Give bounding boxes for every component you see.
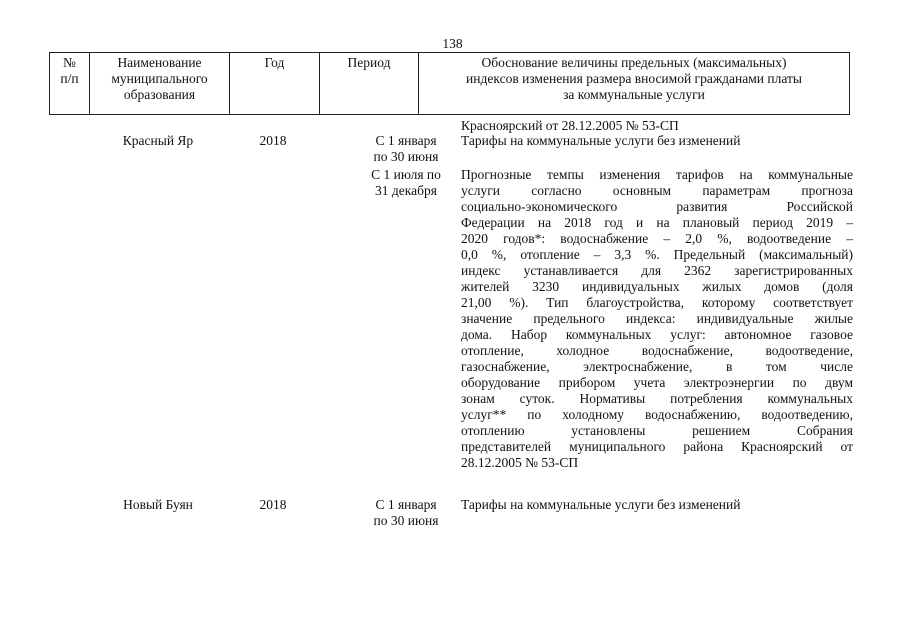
paragraph-line: 2020 годов*: водоснабжение – 2,0 %, водоотведение – <box>461 231 853 246</box>
paragraph-line: значение предельного индекса: индивидуальные жилые <box>461 311 853 326</box>
paragraph-line: 21,00 %). Тип благоустройства, которому соответствует <box>461 295 853 310</box>
row-municipality: Красный Яр <box>122 133 194 148</box>
row-period: С 1 января по 30 июня <box>373 133 439 164</box>
row-basis-paragraph <box>461 167 853 471</box>
row-year: 2018 <box>259 133 287 148</box>
paragraph-line: газоснабжение, электроснабжение, в том числе <box>461 359 853 374</box>
paragraph-line: дома. Набор коммунальных услуг: автономное газовое <box>461 327 853 342</box>
paragraph-line: отопление, холодное водоснабжение, водоотведение, <box>461 343 853 358</box>
row-basis: Тарифы на коммунальные услуги без изменений <box>461 133 741 148</box>
row-municipality: Новый Буян <box>123 497 193 512</box>
paragraph-line: услуг** по холодному водоснабжению, водоотведению, <box>461 407 853 422</box>
paragraph-line: жителей 3230 индивидуальных жилых домов (доля <box>461 279 853 294</box>
row-year: 2018 <box>259 497 287 512</box>
row-basis: Тарифы на коммунальные услуги без изменений <box>461 497 741 512</box>
header-number: № п/п <box>60 55 79 86</box>
header-basis: Обоснование величины предельных (максимальных) индексов изменения размера вносимой гражданами платы за коммунальные услуги <box>418 53 849 114</box>
continuation-text: Красноярский от 28.12.2005 № 53-СП <box>461 118 679 133</box>
table-header <box>49 52 850 115</box>
header-period: Период <box>319 53 418 114</box>
row-period: С 1 января по 30 июня <box>373 497 439 528</box>
header-municipality: Наименование муниципального образования <box>89 53 229 114</box>
row-period: С 1 июля по 31 декабря <box>371 167 441 198</box>
paragraph-line: услуги согласно основным параметрам прогноза <box>461 183 853 198</box>
paragraph-line: 0,0 %, отопление – 3,3 %. Предельный (максимальный) <box>461 247 853 262</box>
header-year: Год <box>229 53 319 114</box>
paragraph-line: представителей муниципального района Красноярский от <box>461 439 853 454</box>
paragraph-line: отоплению установлены решением Собрания <box>461 423 853 438</box>
paragraph-line: Федерации на 2018 год и на плановый период 2019 – <box>461 215 853 230</box>
paragraph-line: 28.12.2005 № 53-СП <box>461 455 579 470</box>
page-number: 138 <box>442 36 463 51</box>
paragraph-line: зонам суток. Нормативы потребления коммунальных <box>461 391 853 406</box>
paragraph-line: оборудование прибором учета электроэнергии по двум <box>461 375 853 390</box>
paragraph-line: социально-экономического развития Российской <box>461 199 853 214</box>
paragraph-line: индекс устанавливается для 2362 зарегистрированных <box>461 263 853 278</box>
paragraph-line: Прогнозные темпы изменения тарифов на коммунальные <box>461 167 853 182</box>
